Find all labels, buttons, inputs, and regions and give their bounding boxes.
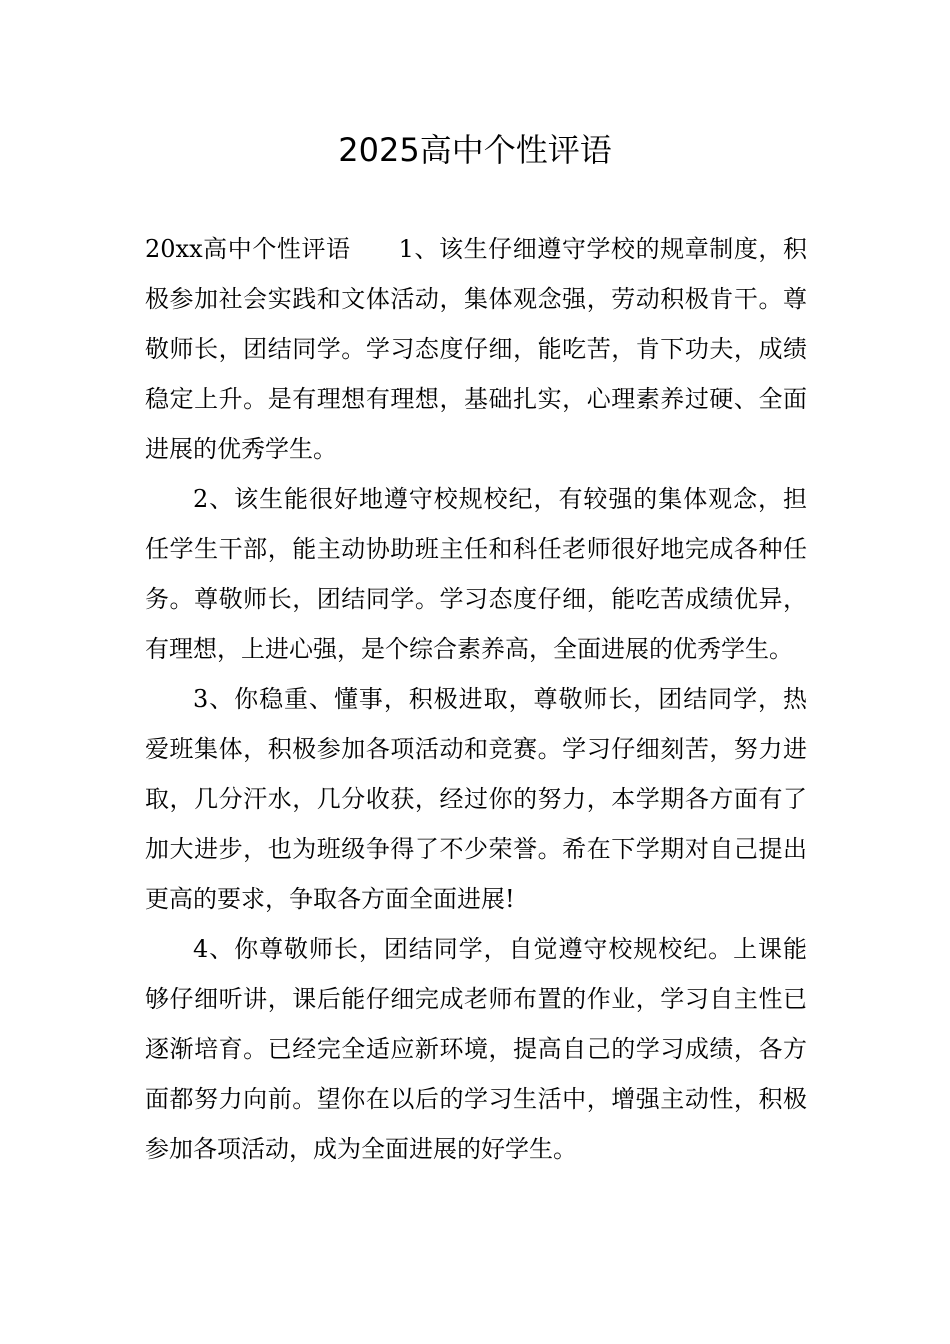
document-title: 2025高中个性评语 (338, 131, 612, 169)
paragraph-1-text: 1、该生仔细遵守学校的规章制度，积极参加社会实践和文体活动，集体观念强，劳动积极肯干。尊敬师长，团结同学。学习态度仔细，能吃苦，肯下功夫，成绩稳定上升。是有理想有理想，基础扎实，心理素养过硬、全面进展的优秀学生。 (145, 235, 807, 463)
intro-label: 20xx高中个性评语 (145, 235, 351, 263)
paragraph-2: 2、该生能很好地遵守校规校纪，有较强的集体观念，担任学生干部，能主动协助班主任和科任老师很好地完成各种任务。尊敬师长，团结同学。学习态度仔细，能吃苦成绩优异，有理想，上进心强，是个综合素养高，全面进展的优秀学生。 (145, 485, 807, 663)
document-body (145, 224, 807, 1174)
paragraph-4: 4、你尊敬师长，团结同学，自觉遵守校规校纪。上课能够仔细听讲，课后能仔细完成老师布置的作业，学习自主性已逐渐培育。已经完全适应新环境，提高自己的学习成绩，各方面都努力向前。望你在以后的学习生活中，增强主动性，积极参加各项活动，成为全面进展的好学生。 (145, 935, 807, 1163)
paragraph-3: 3、你稳重、懂事，积极进取，尊敬师长，团结同学，热爱班集体，积极参加各项活动和竞赛。学习仔细刻苦，努力进取，几分汗水，几分收获，经过你的努力，本学期各方面有了加大进步，也为班级争得了不少荣誉。希在下学期对自己提出更高的要求，争取各方面全面进展! (145, 685, 807, 913)
paragraph-1 (145, 224, 807, 474)
